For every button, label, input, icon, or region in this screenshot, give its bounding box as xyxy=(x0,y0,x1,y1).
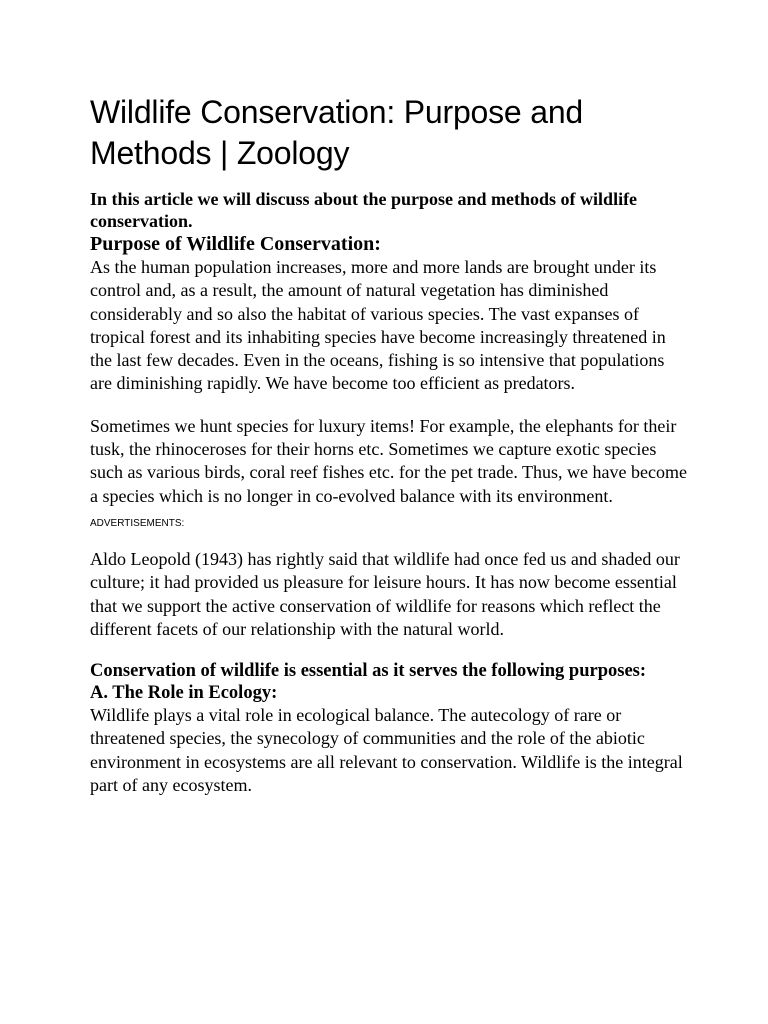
article-intro: In this article we will discuss about the purpose and methods of wildlife conservation. xyxy=(90,189,638,231)
paragraph-aldo-leopold: Aldo Leopold (1943) has rightly said that wildlife had once fed us and shaded our culture; it had provided us pleasure for leisure hours. It has now become essential that we support the active conservation of wildlife for reasons which reflect the different facets of our relationship with the natural world. xyxy=(90,548,680,639)
subsection-heading-ecology: A. The Role in Ecology: xyxy=(90,683,278,704)
article-body xyxy=(90,92,690,797)
paragraph-luxury-items: Sometimes we hunt species for luxury items! For example, the elephants for their tusk, the rhinoceroses for their horns etc. Sometimes we capture exotic species such as various birds, coral reef fishes etc. for the pet trade. Thus, we have become a species which is no longer in co-evolved balance with its environment. xyxy=(90,415,687,506)
paragraph-spacer xyxy=(90,641,690,660)
paragraph-ecology: Wildlife plays a vital role in ecological balance. The autecology of rare or threatened species, the synecology of communities and the role of the abiotic environment in ecosystems are all relevant to conservation. Wildlife is the integral part of any ecosystem. xyxy=(90,705,683,796)
advertisements-label: ADVERTISEMENTS: xyxy=(90,517,185,529)
paragraph-spacer xyxy=(90,396,690,415)
paragraph-population: As the human population increases, more and more lands are brought under its control and, as a result, the amount of natural vegetation has diminished considerably and so also the habitat of various species. The vast expanses of tropical forest and its inhabiting species have become increasingly threatened in the last few decades. Even in the oceans, fishing is so intensive that populations are diminishing rapidly. We have become too efficient as predators. xyxy=(90,257,666,394)
section-heading-purpose: Purpose of Wildlife Conservation: xyxy=(90,233,381,255)
purposes-intro: Conservation of wildlife is essential as it serves the following purposes: xyxy=(90,661,647,682)
article-title: Wildlife Conservation: Purpose and Methods | Zoology xyxy=(90,94,584,171)
